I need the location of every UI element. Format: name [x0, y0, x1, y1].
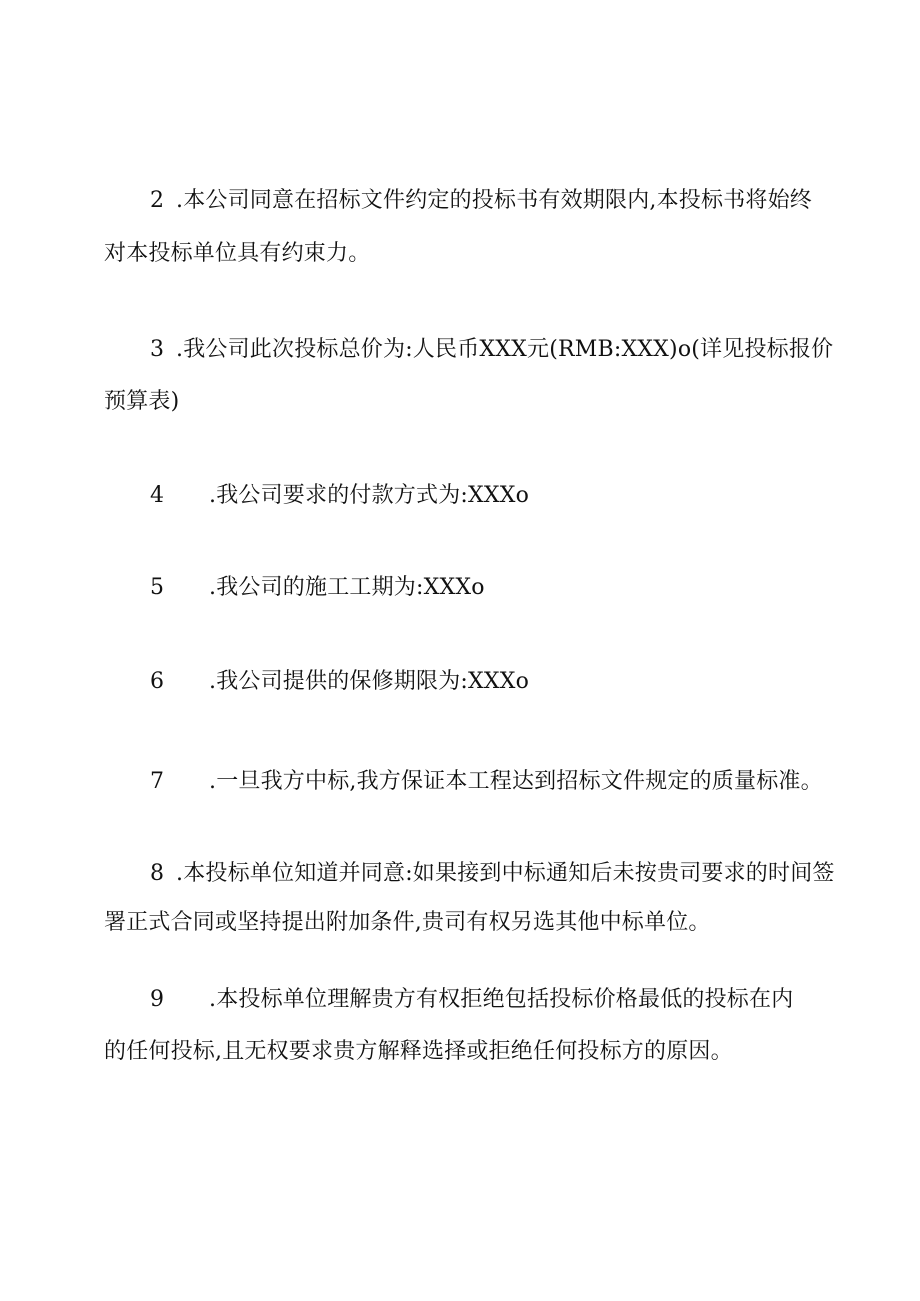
item-number: 7	[150, 769, 164, 794]
item-text-line: .我公司提供的保修期限为:XXXo	[209, 669, 530, 694]
item-text-line: .我公司要求的付款方式为:XXXo	[209, 483, 530, 508]
item-text-line: .本投标单位知道并同意:如果接到中标通知后未按贵司要求的时间签	[176, 861, 835, 886]
item-text-line: 的任何投标,且无权要求贵方解释选择或拒绝任何投标方的原因。	[104, 1039, 733, 1064]
item-text-line: 署正式合同或坚持提出附加条件,贵司有权另选其他中标单位。	[104, 910, 711, 935]
item-number: 2	[150, 188, 164, 213]
item-text-line: .我公司此次投标总价为:人民币XXX元(RMB:XXX)o(详见投标报价	[176, 337, 834, 362]
item-text-line: 预算表)	[104, 389, 180, 414]
item-text-line: .本投标单位理解贵方有权拒绝包括投标价格最低的投标在内	[209, 987, 794, 1012]
item-number: 6	[150, 669, 164, 694]
item-text-line: .我公司的施工工期为:XXXo	[209, 575, 485, 600]
item-number: 5	[150, 575, 164, 600]
item-text-line: .一旦我方中标,我方保证本工程达到招标文件规定的质量标准。	[209, 769, 823, 794]
item-number: 8	[150, 861, 164, 886]
item-text-line: .本公司同意在招标文件约定的投标书有效期限内,本投标书将始终	[176, 188, 812, 213]
item-number: 3	[150, 337, 164, 362]
item-number: 4	[150, 483, 164, 508]
item-number: 9	[150, 987, 164, 1012]
item-text-line: 对本投标单位具有约束力。	[104, 241, 371, 266]
